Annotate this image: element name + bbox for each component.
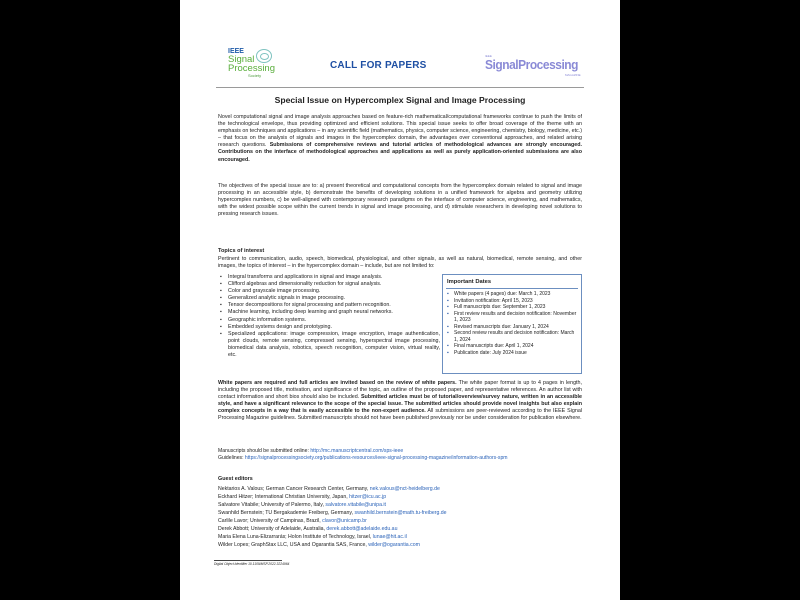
call-for-papers-heading: CALL FOR PAPERS (330, 60, 427, 71)
editor-email-link[interactable]: swanhild.bernstein@math.tu-freiberg.de (354, 510, 447, 517)
editor-item (218, 501, 588, 509)
globe-icon (256, 49, 272, 63)
signal-processing-magazine-logo: SignalProcessing (485, 57, 579, 72)
topics-heading: Topics of interest (218, 248, 265, 254)
editor-info: Salvatore Vitabile; University of Palermo, Italy, (218, 502, 326, 509)
date-item: ▪ Final manuscripts due: April 1, 2024 (447, 343, 579, 350)
topic-item: ▪ Machine learning, including deep learning and graph neural networks. (218, 309, 440, 316)
logo-ieee-text: IEEE (228, 48, 244, 55)
important-dates-heading: Important Dates (447, 279, 492, 285)
intro-paragraph (218, 114, 582, 164)
header-divider (216, 87, 584, 88)
date-item: ▪ Invitation notification: April 15, 2023 (447, 298, 579, 305)
submission-links (218, 448, 588, 462)
editor-info: Wilder Lopes; GraphStax LLC, USA and Ogarantia SAS, France, (218, 542, 369, 549)
white-papers-bold-2: Submitted articles must be of tutorial/overview/survey nature, written in an accessible style, and have a significant relevance to the scope of the special issue. The submitted articles should provide novel insights but also explain complex concepts in a way that is easily accessible to the non-expert audience. (218, 394, 582, 415)
editor-info: Nektarios A. Valous; German Cancer Research Center, Germany, (218, 486, 370, 492)
document-page (180, 0, 620, 600)
topic-item: ▪ Generalized analytic signals in image processing. (218, 295, 440, 302)
manuscript-central-link[interactable]: http://mc.manuscriptcentral.com/sps-ieee (310, 448, 404, 454)
date-item: ▪ Second review results and decision notification: March 1, 2024 (447, 330, 579, 343)
white-papers-text-1: The white paper format is up to 4 pages in length, including the proposed title, motivation, and significance of the topic, an outline of the proposed paper, and representative references. An author list with contact information and short bios should also be included. (218, 380, 582, 401)
white-papers-text-2: All submissions are peer-reviewed according to the IEEE Signal Processing Magazine guidelines. Submitted manuscripts should not have been published previously nor be under consideration for publication elsewhere. (218, 408, 583, 422)
date-item: ▪ Revised manuscripts due: January 1, 2024 (447, 324, 579, 331)
important-dates-list (447, 291, 579, 356)
editor-email-link[interactable]: derek.abbott@adelaide.edu.au (326, 526, 398, 533)
header (180, 40, 620, 84)
guidelines-label: Guidelines: (218, 455, 245, 461)
guidelines-link[interactable]: https://signalprocessingsociety.org/publications-resources/ieee-signal-processing-magazine/information-authors-spm (244, 455, 508, 461)
editor-email-link[interactable]: lunae@hit.ac.il (372, 534, 407, 541)
editor-email-link[interactable]: salvatore.vitabile@unipa.it (325, 502, 386, 509)
guest-editors-list (218, 485, 588, 549)
editor-item (218, 533, 588, 541)
editor-item (218, 485, 588, 493)
topic-item: ▪ Tensor decompositions for signal processing and pattern recognition. (218, 302, 440, 309)
guest-editors-heading: Guest editors (218, 476, 253, 482)
date-item: ▪ Full manuscripts due: September 1, 2023 (447, 304, 579, 311)
logo-signal-text: Signal (228, 54, 255, 65)
editor-email-link[interactable]: wilder@ogarantia.com (368, 542, 420, 549)
editor-info: Eckhard Hitzer; International Christian University, Japan, (218, 494, 350, 501)
editor-item (218, 517, 588, 525)
footer-divider (214, 560, 282, 561)
topic-item: ▪ Specialized applications: image compression, image encryption, image authentication, point clouds, remote sensing, compressed sensing, hyperspectral image processing, biomedical data analysis, robotics, speech recognition, computer vision, virtual reality, etc. (218, 331, 440, 359)
date-item: ▪ Publication date: July 2024 issue (447, 350, 579, 357)
submission-online-label: Manuscripts should be submitted online: (218, 448, 311, 454)
important-dates-divider (446, 288, 578, 289)
objectives-paragraph: The objectives of the special issue are to: a) present theoretical and computational concepts from the hypercomplex domain related to signal and image processing in an accessible style, b) demonstrate the benefits of developing solutions in a unified framework for algebra and geometry utilizing hypercomplex numbers, c) be well-aligned with contemporary research paradigms on the interface of computer science, engineering, and mathematics, with the widest possible scope within the current trends in signal and image processing, and d) stimulate researchers in developing novel solutions to pressing research issues. (218, 183, 582, 218)
important-dates-box (442, 274, 582, 374)
editor-info: Carlile Lavor; University of Campinas, Brazil, (218, 518, 323, 525)
editor-info: Derek Abbott; University of Adelaide, Australia, (218, 526, 327, 533)
white-papers-bold-1: White papers are required and full articles are invited based on the review of white papers. (218, 380, 457, 386)
white-papers-paragraph (218, 380, 582, 423)
submission-online-line (218, 448, 588, 455)
topic-item: ▪ Geographic information systems. (218, 317, 440, 324)
logo-society-text: Society (248, 73, 262, 78)
editor-item (218, 509, 588, 517)
guidelines-line (218, 455, 588, 462)
magazine-logo-prefix: IEEE (485, 54, 492, 58)
topic-item: ▪ Clifford algebras and dimensionality reduction for signal analysis. (218, 281, 440, 288)
topic-item: ▪ Embedded systems design and prototyping. (218, 324, 440, 331)
document-title: Special Issue on Hypercomplex Signal and Image Processing (274, 95, 526, 105)
digital-object-identifier: Digital Object Identifier 10.1109/MSP.2022.3224964 (214, 562, 290, 566)
date-item: ▪ White papers (4 pages) due: March 1, 2023 (447, 291, 579, 298)
intro-bold-text: Submissions of comprehensive reviews and tutorial articles of methodological advances are strongly encouraged. Contributions on the interface of methodological approaches and applications as well as purely application-oriented submissions are also encouraged. (218, 142, 582, 163)
topics-intro: Pertinent to communication, audio, speech, biomedical, physiological, and other signals, as well as natural, biomedical, remote sensing, and other images, the topics of interest – in the hypercomplex domain – include, but are not limited to: (218, 256, 582, 270)
editor-email-link[interactable]: clavor@unicamp.br (322, 518, 367, 525)
logo-processing-text: Processing (228, 63, 275, 74)
topic-item: ▪ Color and grayscale image processing. (218, 288, 440, 295)
editor-info: Swanhild Bernstein; TU Bergakademie Freiberg, Germany, (218, 510, 355, 517)
editor-email-link[interactable]: hitzer@icu.ac.jp (349, 494, 387, 501)
magazine-logo-suffix: MAGAZINE (565, 73, 581, 77)
ieee-sps-logo (228, 48, 298, 88)
date-item: ▪ First review results and decision notification: November 1, 2023 (447, 311, 579, 324)
topics-list (218, 274, 440, 359)
topic-item: ▪ Integral transforms and applications in signal and image analysis. (218, 274, 440, 281)
editor-item (218, 525, 588, 533)
editor-info: Maria Elena Luna-Elizarrarás; Holon Institute of Technology, Israel, (218, 534, 373, 541)
editor-email-link[interactable]: nek.valous@nct-heidelberg.de (369, 486, 440, 492)
editor-item (218, 541, 588, 549)
editor-item (218, 493, 588, 501)
intro-text: Novel computational signal and image analysis approaches based on feature-rich mathematical/computational frameworks continue to push the limits of the technological envelope, thus providing optimized and efficient solutions. This special issue seeks to offer broad coverage of the theme with an emphasis on techniques and applications – in any scientific field (mathematics, physics, computer science, engineering, chemistry, biology, medicine, etc.) – that focus on the analysis of signals and images in the hypercomplex domain, the advantages over conventional approaches, and related arising research questions. (218, 114, 582, 149)
